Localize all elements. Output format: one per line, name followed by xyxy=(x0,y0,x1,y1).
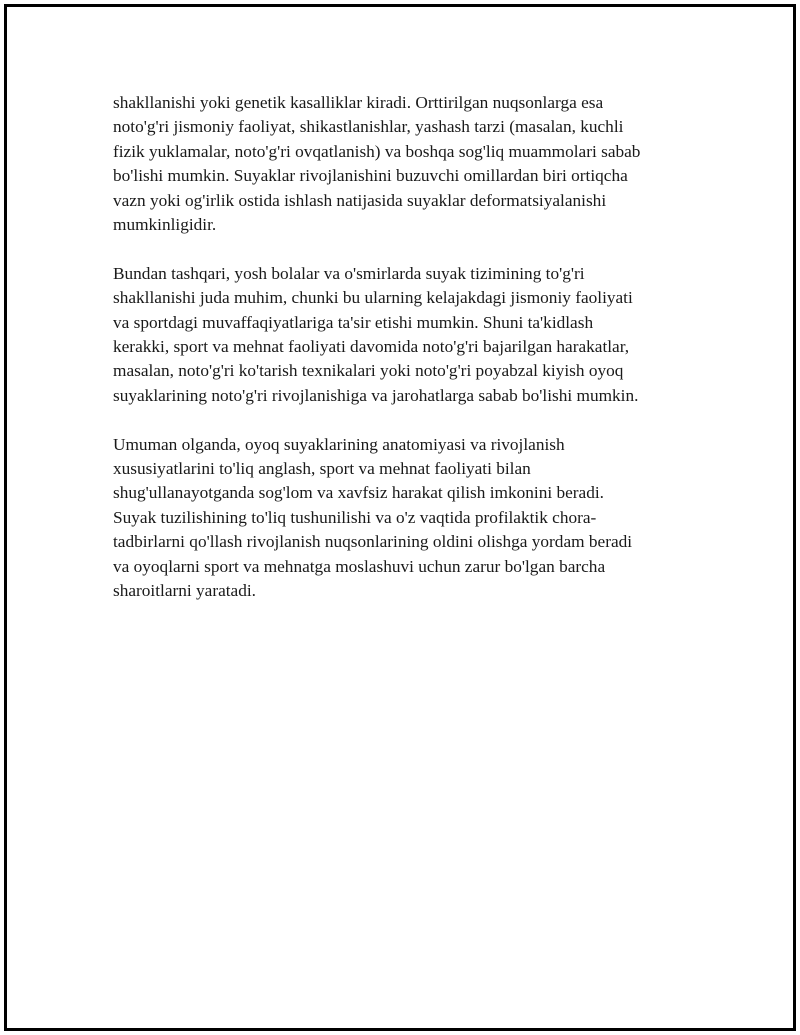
text-line: vazn yoki og'irlik ostida ishlash natijasida suyaklar deformatsiyalanishi xyxy=(113,190,607,210)
text-line: tadbirlarni qo'llash rivojlanish nuqsonlarining oldini olishga yordam beradi xyxy=(113,532,633,552)
text-line: kerakki, sport va mehnat faoliyati davomida noto'g'ri bajarilgan harakatlar, xyxy=(113,337,630,357)
text-line: shakllanishi juda muhim, chunki bu ularning kelajakdagi jismoniy faoliyati xyxy=(113,288,633,308)
text-line: fizik yuklamalar, noto'g'ri ovqatlanish) va boshqa sog'liq muammolari sabab xyxy=(113,141,641,161)
text-line: xususiyatlarini to'liq anglash, sport va mehnat faoliyati bilan xyxy=(113,459,531,479)
text-line: bo'lishi mumkin. Suyaklar rivojlanishini buzuvchi omillardan biri ortiqcha xyxy=(113,166,628,186)
text-line: noto'g'ri jismoniy faoliyat, shikastlanishlar, yashash tarzi (masalan, kuchli xyxy=(113,117,624,137)
text-line: va sportdagi muvaffaqiyatlariga ta'sir etishi mumkin. Shuni ta'kidlash xyxy=(113,312,594,332)
text-line: Suyak tuzilishining to'liq tushunilishi va o'z vaqtida profilaktik chora- xyxy=(113,507,597,527)
text-line: suyaklarining noto'g'ri rivojlanishiga va jarohatlarga sabab bo'lishi mumkin. xyxy=(113,385,639,405)
text-line: shakllanishi yoki genetik kasalliklar kiradi. Orttirilgan nuqsonlarga esa xyxy=(113,93,604,112)
paragraph-3 xyxy=(113,433,693,604)
text-line: shug'ullanayotganda sog'lom va xavfsiz harakat qilish imkonini beradi. xyxy=(113,483,604,503)
text-line: Bundan tashqari, yosh bolalar va o'smirlarda suyak tizimining to'g'ri xyxy=(113,263,585,283)
text-line: sharoitlarni yaratadi. xyxy=(113,581,256,601)
text-line: Umuman olganda, oyoq suyaklarining anatomiyasi va rivojlanish xyxy=(113,434,565,454)
text-line: masalan, noto'g'ri ko'tarish texnikalari yoki noto'g'ri poyabzal kiyish oyoq xyxy=(113,361,624,381)
paragraph-2 xyxy=(113,262,693,408)
text-line: mumkinligidir. xyxy=(113,215,217,235)
paragraph-1 xyxy=(113,91,693,237)
text-line: va oyoqlarni sport va mehnatga moslashuvi uchun zarur bo'lgan barcha xyxy=(113,556,606,576)
document-body xyxy=(113,91,693,628)
